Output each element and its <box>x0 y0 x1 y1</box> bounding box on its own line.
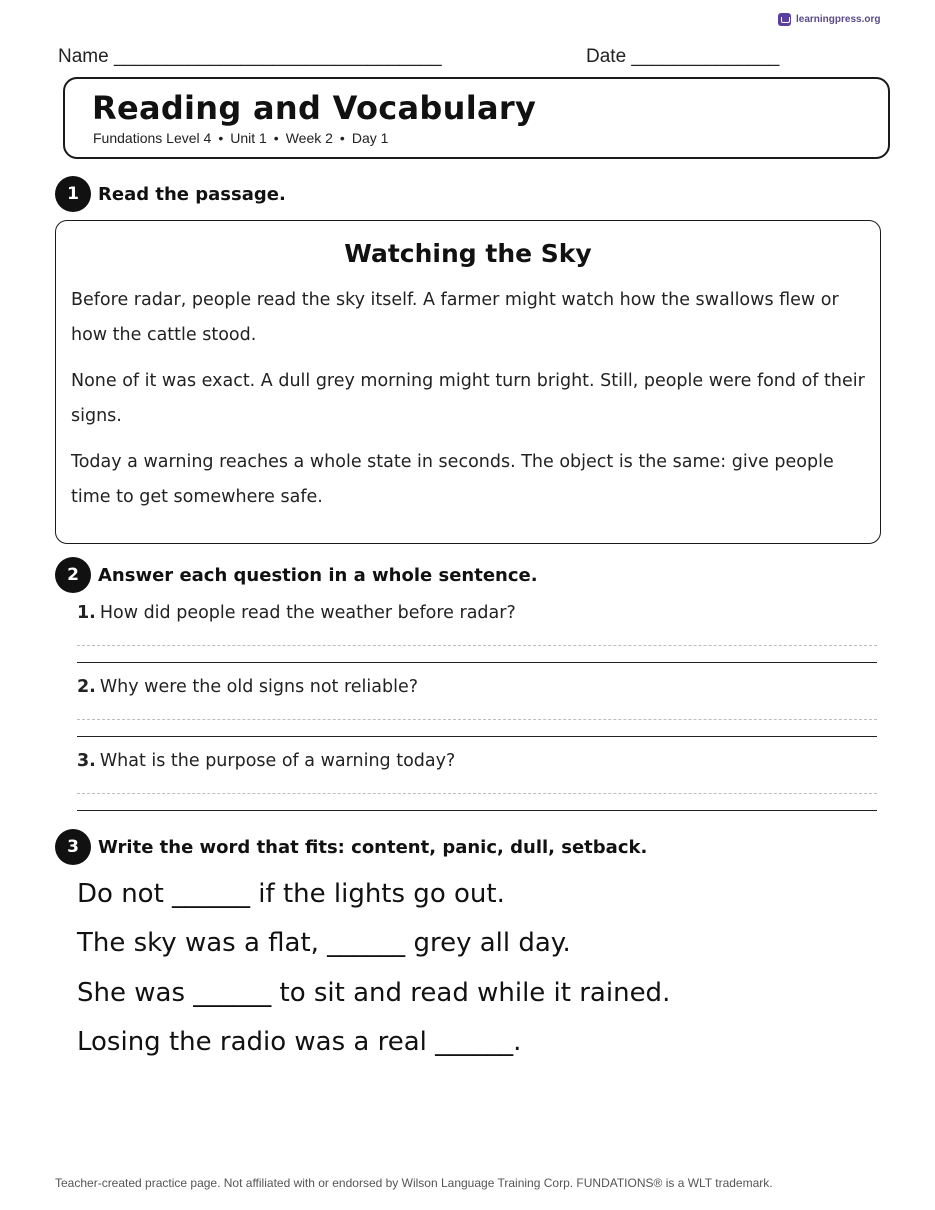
page-title: Reading and Vocabulary <box>92 89 537 127</box>
section-label: Write the word that fits: content, panic, dull, setback. <box>98 836 648 858</box>
passage-paragraph: None of it was exact. A dull grey morning might turn bright. Still, people were fond of their signs. <box>71 371 865 426</box>
answer-line[interactable] <box>77 736 877 737</box>
separator-dot: • <box>339 130 345 146</box>
header-box <box>63 77 890 159</box>
section-3-heading <box>55 829 647 865</box>
brand-logo[interactable] <box>778 13 880 26</box>
footer-disclaimer: Teacher-created practice page. Not affiliated with or endorsed by Wilson Language Training Corp. FUNDATIONS® is a WLT trademark. <box>55 1176 773 1190</box>
answer-line[interactable] <box>77 662 877 663</box>
answer-line[interactable] <box>77 810 877 811</box>
section-number: 3 <box>55 829 91 865</box>
question-number: 3. <box>77 751 96 771</box>
subtitle-week: Week 2 <box>285 130 333 146</box>
passage-title: Watching the Sky <box>344 239 592 268</box>
answer-guide-line <box>77 793 877 794</box>
fill-in-sentence-3[interactable]: She was ______ to sit and read while it rained. <box>77 978 671 1008</box>
question-number: 2. <box>77 677 96 697</box>
question-number: 1. <box>77 603 96 623</box>
page-subtitle <box>93 130 388 146</box>
name-field[interactable]: Name _______________________________ <box>58 46 442 67</box>
subtitle-unit: Unit 1 <box>230 130 267 146</box>
passage-paragraph: Today a warning reaches a whole state in seconds. The object is the same: give people time to get somewhere safe. <box>71 452 834 507</box>
fill-in-sentence-1[interactable]: Do not ______ if the lights go out. <box>77 879 505 909</box>
section-number: 2 <box>55 557 91 593</box>
book-icon <box>778 13 791 26</box>
fill-in-sentence-4[interactable]: Losing the radio was a real ______. <box>77 1027 522 1057</box>
brand-name: learningpress.org <box>796 14 881 25</box>
fill-in-sentence-2[interactable]: The sky was a flat, ______ grey all day. <box>77 928 571 958</box>
section-2-heading <box>55 557 538 593</box>
question-2 <box>77 677 418 697</box>
date-field[interactable]: Date ______________ <box>586 46 780 67</box>
passage-paragraph: Before radar, people read the sky itself. A farmer might watch how the swallows flew or how the cattle stood. <box>71 290 839 345</box>
question-1 <box>77 603 516 623</box>
answer-guide-line <box>77 645 877 646</box>
answer-guide-line <box>77 719 877 720</box>
section-label: Answer each question in a whole sentence. <box>98 564 538 586</box>
subtitle-level: Fundations Level 4 <box>93 130 212 146</box>
passage-box <box>55 220 881 544</box>
separator-dot: • <box>273 130 279 146</box>
section-label: Read the passage. <box>98 183 286 205</box>
subtitle-day: Day 1 <box>351 130 389 146</box>
question-3 <box>77 751 455 771</box>
separator-dot: • <box>218 130 224 146</box>
question-text: Why were the old signs not reliable? <box>99 677 419 697</box>
question-text: How did people read the weather before radar? <box>99 603 516 623</box>
section-number: 1 <box>55 176 91 212</box>
question-text: What is the purpose of a warning today? <box>99 751 456 771</box>
section-1-heading <box>55 176 286 212</box>
